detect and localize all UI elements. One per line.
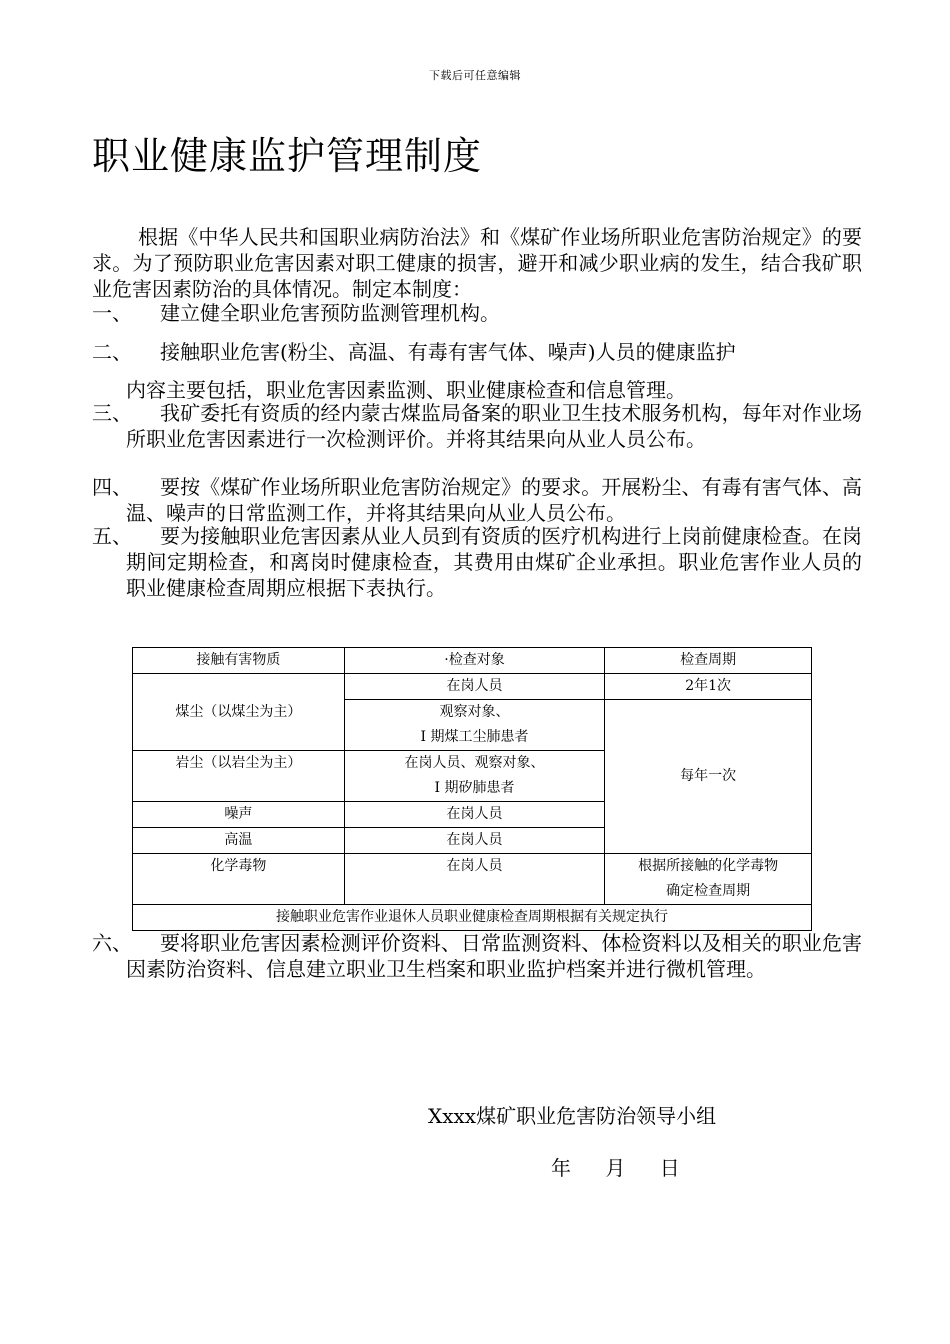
list-item-text: 要按《煤矿作业场所职业危害防治规定》的要求。开展粉尘、有毒有害气体、高温、噪声的日常监测工作，并将其结果向从业人员公布。 <box>126 475 862 525</box>
table-cell: 在岗人员 <box>344 828 605 854</box>
header-note: 下载后可任意编辑 <box>429 69 521 82</box>
table-cell: 噪声 <box>133 802 345 828</box>
date-year-label: 年 <box>551 1156 571 1180</box>
list-item-3 <box>92 400 862 452</box>
list-item-number: 一、 <box>92 301 132 325</box>
table-row <box>133 854 812 905</box>
table-cell: 岩尘（以岩尘为主） <box>133 751 345 802</box>
list-item-continuation: 内容主要包括，职业危害因素监测、职业健康检查和信息管理。 <box>126 378 686 402</box>
table-cell: 观察对象、 Ⅰ 期煤工尘肺患者 <box>344 700 605 751</box>
table-row <box>133 674 812 700</box>
list-item-number: 五、 <box>92 524 132 548</box>
table-cell: 每年一次 <box>605 700 812 854</box>
table-header-cell: ·检查对象 <box>344 648 605 674</box>
list-item-text: 接触职业危害(粉尘、高温、有毒有害气体、噪声)人员的健康监护 <box>160 340 736 364</box>
list-item-number: 四、 <box>92 475 132 499</box>
list-item-6 <box>92 930 862 982</box>
list-item-text: 建立健全职业危害预防监测管理机构。 <box>160 301 500 325</box>
date-day-label: 日 <box>659 1156 680 1180</box>
table-header-cell: 检查周期 <box>605 648 812 674</box>
table-header-row <box>133 648 812 674</box>
table-cell: 2年1次 <box>605 674 812 700</box>
table-footer-row <box>133 905 812 931</box>
page-title: 职业健康监护管理制度 <box>92 134 483 178</box>
signature-group: Xxxx煤矿职业危害防治领导小组 <box>428 1104 717 1128</box>
table-cell: 化学毒物 <box>133 854 345 905</box>
table-cell: 在岗人员、观察对象、 Ⅰ 期矽肺患者 <box>344 751 605 802</box>
list-item-number: 三、 <box>92 401 132 425</box>
table-header-cell: 接触有害物质 <box>133 648 345 674</box>
list-item-4 <box>92 474 862 526</box>
table-cell: 煤尘（以煤尘为主） <box>133 674 345 751</box>
table-cell: 在岗人员 <box>344 674 605 700</box>
list-item-text: 要为接触职业危害因素从业人员到有资质的医疗机构进行上岗前健康检查。在岗期间定期检查，和离岗时健康检查，其费用由煤矿企业承担。职业危害作业人员的职业健康检查周期应根据下表执行。 <box>126 524 862 600</box>
table-cell: 在岗人员 <box>344 802 605 828</box>
list-item-5 <box>92 523 862 601</box>
table-footer-cell: 接触职业危害作业退休人员职业健康检查周期根据有关规定执行 <box>133 905 812 931</box>
list-item-number: 二、 <box>92 340 132 364</box>
signature-date <box>551 1152 708 1181</box>
table-cell: 根据所接触的化学毒物 确定检查周期 <box>605 854 812 905</box>
list-item-text: 要将职业危害因素检测评价资料、日常监测资料、体检资料以及相关的职业危害因素防治资料、信息建立职业卫生档案和职业监护档案并进行微机管理。 <box>126 931 862 981</box>
list-item-number: 六、 <box>92 931 132 955</box>
date-month-label: 月 <box>605 1156 626 1180</box>
intro-paragraph: 根据《中华人民共和国职业病防治法》和《煤矿作业场所职业危害防治规定》的要求。为了预防职业危害因素对职工健康的损害，避开和减少职业病的发生，结合我矿职业危害因素防治的具体情况。制定本制度： <box>92 225 862 301</box>
list-item-1 <box>92 300 862 326</box>
table-cell: 在岗人员 <box>344 854 605 905</box>
list-item-2 <box>92 339 862 403</box>
table-cell: 高温 <box>133 828 345 854</box>
list-item-text: 我矿委托有资质的经内蒙古煤监局备案的职业卫生技术服务机构，每年对作业场所职业危害因素进行一次检测评价。并将其结果向从业人员公布。 <box>126 401 862 451</box>
exam-period-table <box>132 647 812 931</box>
